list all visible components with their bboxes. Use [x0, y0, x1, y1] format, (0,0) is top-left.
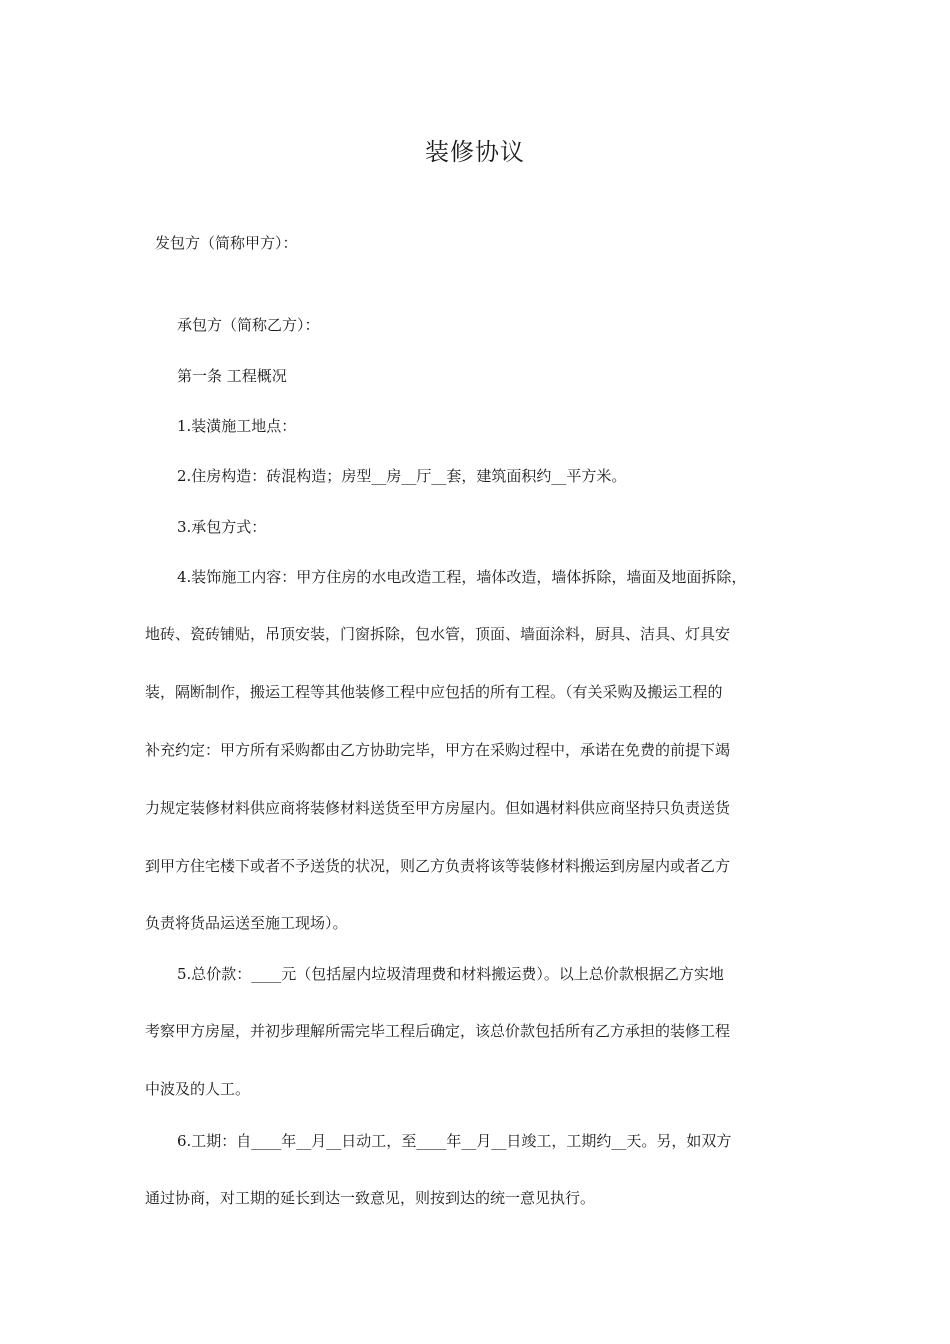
clause-2-line: 2.住房构造：砖混构造；房型__房__厅__套，建筑面积约__平方米。: [177, 467, 627, 485]
article-1-heading: 第一条 工程概况: [177, 367, 287, 385]
clause-4-line: 4.装饰施工内容：甲方住房的水电改造工程，墙体改造，墙体拆除，墙面及地面拆除，: [177, 568, 747, 586]
clause-4-line: 装，隔断制作，搬运工程等其他装修工程中应包括的所有工程。（有关采购及搬运工程的: [145, 683, 723, 701]
clause-5-line: 5.总价款：____元（包括屋内垃圾清理费和材料搬运费）。以上总价款根据乙方实地: [177, 965, 724, 983]
clause-6-line: 通过协商，对工期的延长到达一致意见，则按到达的统一意见执行。: [145, 1189, 596, 1207]
clause-5-line: 中波及的人工。: [145, 1080, 251, 1098]
clause-1-line: 1.装潢施工地点：: [177, 417, 297, 435]
clause-3-line: 3.承包方式：: [177, 518, 267, 536]
clause-4-line: 地砖、瓷砖铺贴，吊顶安装，门窗拆除，包水管，顶面、墙面涂料，厨具、洁具、灯具安: [145, 625, 731, 643]
party-b-line: 承包方（简称乙方）：: [177, 316, 320, 334]
clause-6-line: 6.工期：自____年__月__日动工，至____年__月__日竣工，工期约__天。另，如双方: [177, 1132, 732, 1150]
document-title: 装修协议: [425, 138, 525, 166]
clause-4-line: 补充约定：甲方所有采购都由乙方协助完毕，甲方在采购过程中，承诺在免费的前提下竭: [145, 741, 731, 759]
clause-4-line: 力规定装修材料供应商将装修材料送货至甲方房屋内。但如遇材料供应商坚持只负责送货: [145, 799, 731, 817]
clause-4-line: 负责将货品运送至施工现场）。: [145, 914, 348, 932]
party-a-line: 发包方（简称甲方）：: [155, 234, 298, 252]
clause-5-line: 考察甲方房屋，并初步理解所需完毕工程后确定，该总价款包括所有乙方承担的装修工程: [145, 1022, 731, 1040]
clause-4-line: 到甲方住宅楼下或者不予送货的状况，则乙方负责将该等装修材料搬运到房屋内或者乙方: [145, 857, 731, 875]
